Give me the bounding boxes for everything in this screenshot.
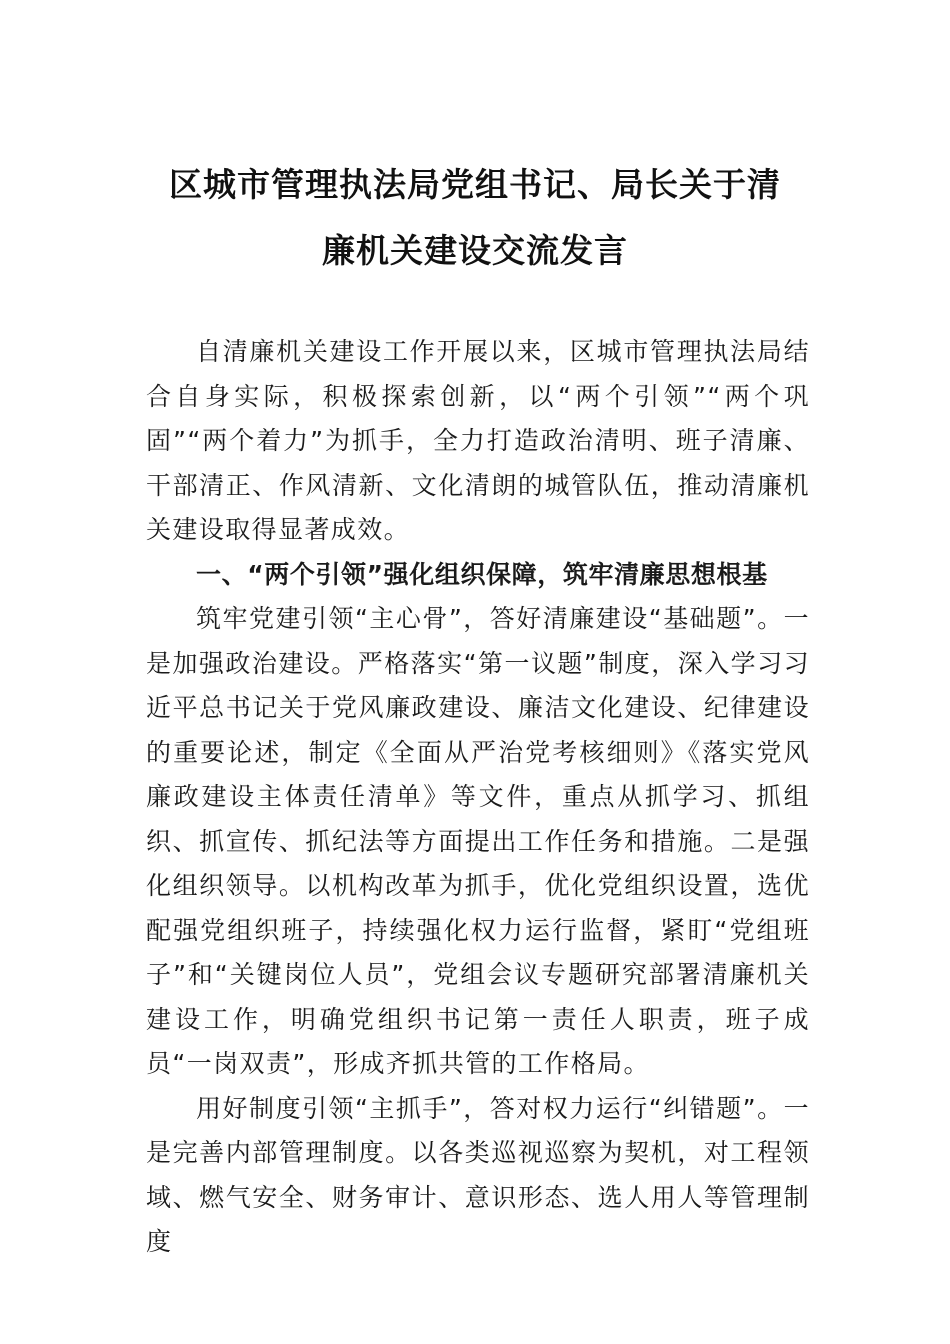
intro-paragraph: 自清廉机关建设工作开展以来，区城市管理执法局结合自身实际，积极探索创新，以“两个引领”“两个巩固”“两个着力”为抓手，全力打造政治清明、班子清廉、干部清正、作风清新、文化清朗的城管队伍，推动清廉机关建设取得显著成效。 [146, 337, 810, 544]
body-paragraph: 筑牢党建引领“主心骨”，答好清廉建设“基础题”。一是加强政治建设。严格落实“第一议题”制度，深入学习习近平总书记关于党风廉政建设、廉洁文化建设、纪律建设的重要论述，制定《全面从严治党考核细则》《落实党风廉政建设主体责任清单》等文件，重点从抓学习、抓组织、抓宣传、抓纪法等方面提出工作任务和措施。二是强化组织领导。以机构改革为抓手，优化党组织设置，选优配强党组织班子，持续强化权力运行监督，紧盯“党组班子”和“关键岗位人员”，党组会议专题研究部署清廉机关建设工作，明确党组织书记第一责任人职责，班子成员“一岗双责”，形成齐抓共管的工作格局。 [146, 604, 810, 1078]
title-line-2: 廉机关建设交流发言 [322, 231, 628, 270]
document-title [140, 152, 810, 284]
body-paragraph: 用好制度引领“主抓手”，答对权力运行“纠错题”。一是完善内部管理制度。以各类巡视巡察为契机，对工程领域、燃气安全、财务审计、意识形态、选人用人等管理制度 [146, 1093, 810, 1256]
document-body [146, 330, 810, 1265]
title-line-1: 区城市管理执法局党组书记、局长关于清 [169, 165, 781, 204]
section-heading-1: 一、“两个引领”强化组织保障，筑牢清廉思想根基 [196, 559, 768, 589]
